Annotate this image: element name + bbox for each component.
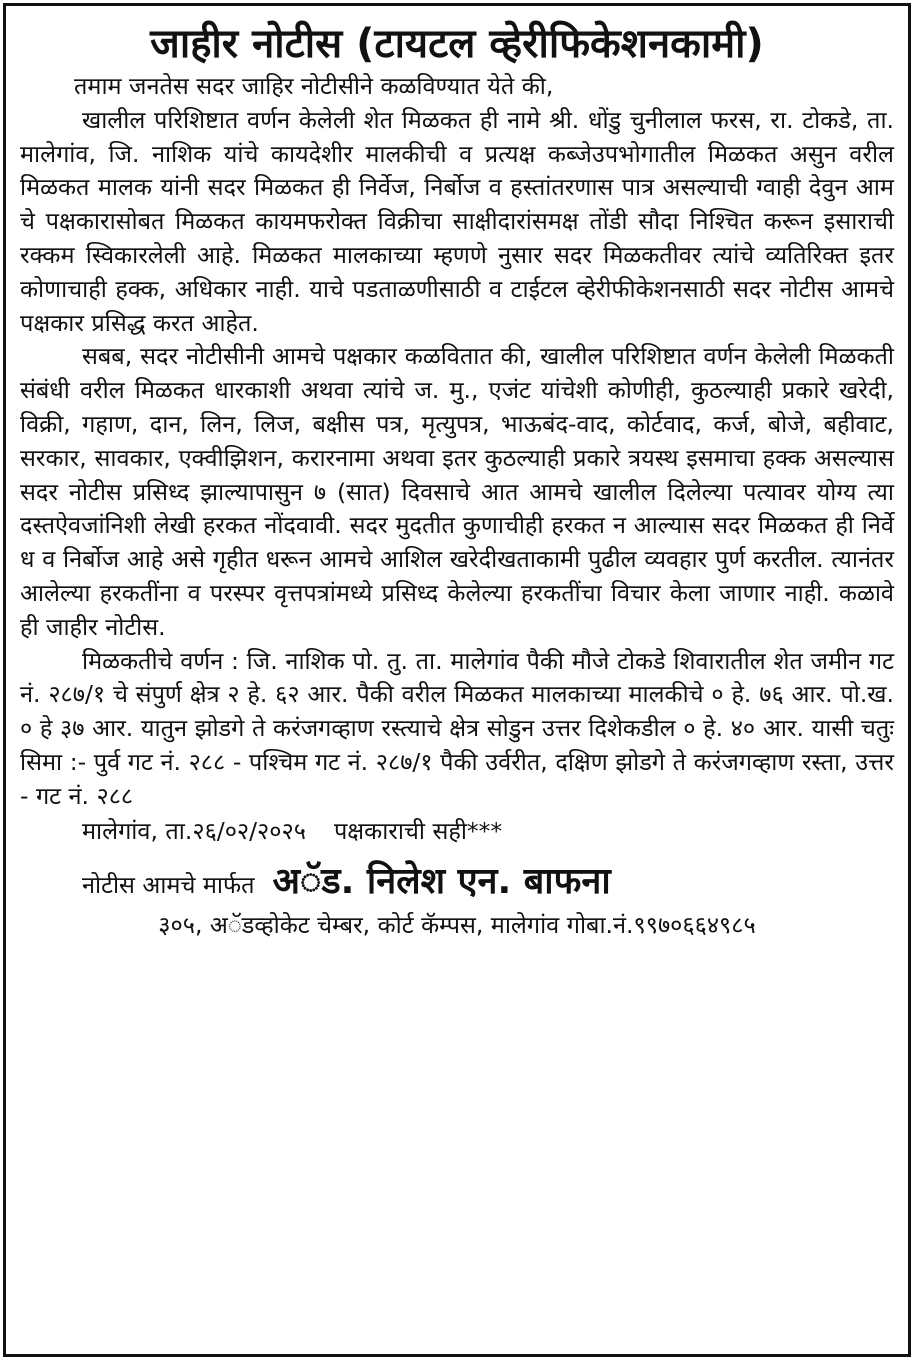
date-place: मालेगांव, ता.२६/०२/२०२५ <box>82 816 306 845</box>
advocate-address: ३०५, अॅडव्होकेट चेम्बर, कोर्ट कॅम्पस, मालेगांव गोबा.नं.९९७०६६४९८५ <box>158 910 756 939</box>
notice-intro: तमाम जनतेस सदर जाहिर नोटीसीने कळविण्यात येते की, <box>74 72 554 100</box>
via-label: नोटीस आमचे मार्फत <box>82 870 255 899</box>
notice-paragraph-objections: सबब, सदर नोटीसीनी आमचे पक्षकार कळवितात की, खालील परिशिष्टात वर्णन केलेली मिळकती संबंधी वरील मिळकत धारकाशी अथवा त्यांचे ज. मु., एजंट यांचेशी कोणीही, कुठल्याही प्रकारे खरेदी, विक्री, गहाण, दान, लिन, लिज, बक्षीस पत्र, मृत्युपत्र, भाऊबंद-वाद, कोर्टवाद, कर्ज, बोजे, बहीवाट, सरकार, सावकार, एक्वीझिशन, करारनामा अथवा इतर कुठल्याही प्रकारे त्रयस्थ इसमाचा हक्क असल्यास सदर नोटीस प्रसिध्द झाल्यापासुन ७ (सात) दिवसाचे आत आमचे खालील दिलेल्या पत्यावर योग्य त्या दस्तऐवजांनिशी लेखी हरकत नोंदवावी. सदर मुदतीत कुणाचीही हरकत न आल्यास सदर मिळकत ही निर्वे ध व निर्बोज आहे असे गृहीत धरून आमचे आशिल खरेदीखताकामी पुढील व्यवहार पुर्ण करतील. त्यानंतर आलेल्या हरकतींना व परस्पर वृत्तपत्रांमध्ये प्रसिध्द केलेल्या हरकतींचा विचार केला जाणार नाही. कळावे ही जाहीर नोटीस. <box>20 342 894 641</box>
via-line <box>6 860 908 907</box>
notice-paragraph-property-owner: खालील परिशिष्टात वर्णन केलेली शेत मिळकत ही नामे श्री. धोंडु चुनीलाल फरस, रा. टोकडे, ता. मालेगांव, जि. नाशिक यांचे कायदेशीर मालकीची व प्रत्यक्ष कब्जेउपभोगातील मिळकत असुन वरील मिळकत मालक यांनी सदर मिळकत ही निर्वेज, निर्बोज व हस्तांतरणास पात्र असल्याची ग्वाही देवुन आम चे पक्षकारासोबत मिळकत कायमफरोक्त विक्रीचा साक्षीदारांसमक्ष तोंडी सौदा निश्चित करून इसाराची रक्कम स्विकारलेली आहे. मिळकत मालकाच्या म्हणणे नुसार सदर मिळकतीवर त्यांचे व्यतिरिक्त इतर कोणाचाही हक्क, अधिकार नाही. याचे पडताळणीसाठी व टाईटल व्हेरीफीकेशनसाठी सदर नोटीस आमचे पक्षकार प्रसिद्ध करत आहेत. <box>20 105 894 337</box>
notice-paragraph-property-description: मिळकतीचे वर्णन : जि. नाशिक पो. तु. ता. मालेगांव पैकी मौजे टोकडे शिवारातील शेत जमीन गट नं. २८७/१ चे संपुर्ण क्षेत्र २ हे. ६२ आर. पैकी वरील मिळकत मालकाच्या मालकीचे ० हे. ७६ आर. पो.ख. ० हे ३७ आर. यातुन झोडगे ते करंजगव्हाण रस्त्याचे क्षेत्र सोडुन उत्तर दिशेकडील ० हे. ४० आर. यासी चतुः सिमा :- पुर्व गट नं. २८८ - पश्चिम गट नं. २८७/१ पैकी उर्वरीत, दक्षिण झोडगे ते करंजगव्हाण रस्ता, उत्तर - गट नं. २८८ <box>20 646 894 810</box>
notice-title: जाहीर नोटीस (टायटल व्हेरीफिकेशनकामी) <box>150 21 764 67</box>
notice-body <box>6 70 908 814</box>
date-signature-line <box>6 814 908 848</box>
advocate-name: अॅड. निलेश एन. बाफना <box>272 860 611 902</box>
client-signature: पक्षकाराची सही*** <box>333 816 503 845</box>
notice-frame <box>3 3 911 1357</box>
